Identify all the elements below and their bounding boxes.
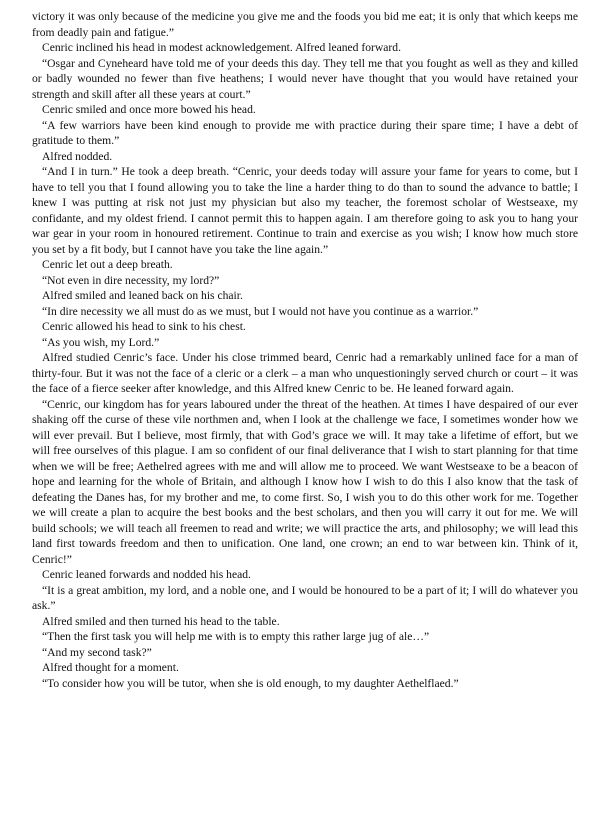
paragraph: Alfred smiled and leaned back on his chair. bbox=[42, 289, 243, 302]
paragraph: “A few warriors have been kind enough to provide me with practice during their spare time; I have a debt of gratitude to them.” bbox=[32, 118, 578, 147]
paragraph: “Cenric, our kingdom has for years laboured under the threat of the heathen. At times I have despaired of our ever shaking off the curse of these vile northmen and, when I look at the challenge we face, I sometimes wonder how we will ever prevail. But I believe, most firmly, that with God’s grace we will. It may take a lifetime of effort, but we will free ourselves of this plague. I am so confident of our final deliverance that I wish to start planning for that time when we will be free; Aethelred agrees with me and will allow me to proceed. We want Westseaxe to be a beacon of hope and learning for the whole of Britain, and although I know how I wish to do this I also know that the task of defeating the Danes has, for my brother and me, to come first. So, I wish you to do this other work for me. Together we will create a plan to acquire the best books and the best scholars, and then you will carry it out for me. We will build schools; we will teach all freemen to read and write; we will practice the arts, and philosophy; we will lead this land first towards freedom and then to unification. One land, one crown; an end to war between kin. Think of it, Cenric!” bbox=[32, 397, 578, 566]
paragraph: “It is a great ambition, my lord, and a noble one, and I would be honoured to be a part of it; I will do whatever you ask.” bbox=[32, 583, 578, 612]
paragraph: Cenric let out a deep breath. bbox=[42, 258, 173, 271]
paragraph: “As you wish, my Lord.” bbox=[42, 335, 160, 349]
paragraph: Alfred studied Cenric’s face. Under his close trimmed beard, Cenric had a remarkably unlined face for a man of thirty-four. But it was not the face of a cleric or a clerk – a man who unquestioningly served church or court – it was the face of a fierce seeker after knowledge, and this Alfred knew Cenric to be. He leaned forward again. bbox=[32, 351, 578, 395]
paragraph: “In dire necessity we all must do as we must, but I would not have you continue as a warrior.” bbox=[42, 304, 479, 318]
paragraph: “Not even in dire necessity, my lord?” bbox=[42, 273, 220, 287]
paragraph: “To consider how you will be tutor, when she is old enough, to my daughter Aethelflaed.” bbox=[42, 676, 459, 690]
paragraph: “And my second task?” bbox=[42, 645, 152, 659]
paragraph: Alfred nodded. bbox=[42, 149, 113, 163]
paragraph: victory it was only because of the medicine you give me and the foods you bid me eat; it is only that which keeps me from deadly pain and fatigue.” bbox=[32, 10, 578, 39]
paragraph: Cenric leaned forwards and nodded his head. bbox=[42, 568, 251, 581]
paragraph: “And I in turn.” He took a deep breath. “Cenric, your deeds today will assure your fame for years to come, but I have to tell you that I found allowing you to take the line a harder thing to do than to sound the advance to battle; I knew I was putting at risk not just my physician but also my teacher, the foremost scholar of Westseaxe, my confidante, and my oldest friend. I cannot permit this to happen again. I am therefore going to ask you to hang your war gear in your room in honoured retirement. Continue to train and exercise as you wish; I know how much store you set by a fit body, but I cannot have you take the line again.” bbox=[32, 165, 578, 256]
paragraph: “Osgar and Cyneheard have told me of your deeds this day. They tell me that you fought as well as they and killed or badly wounded no fewer than five heathens; I would never have thought that you would have retained your strength and skill after all these years at court.” bbox=[32, 56, 578, 101]
paragraph: Alfred smiled and then turned his head to the table. bbox=[42, 614, 280, 628]
paragraph: Cenric allowed his head to sink to his chest. bbox=[42, 320, 246, 333]
paragraph: Cenric smiled and once more bowed his head. bbox=[42, 103, 256, 116]
paragraph: Cenric inclined his head in modest acknowledgement. Alfred leaned forward. bbox=[42, 41, 401, 54]
paragraph: Alfred thought for a moment. bbox=[42, 661, 179, 674]
paragraph: “Then the first task you will help me with is to empty this rather large jug of ale…” bbox=[42, 630, 430, 643]
